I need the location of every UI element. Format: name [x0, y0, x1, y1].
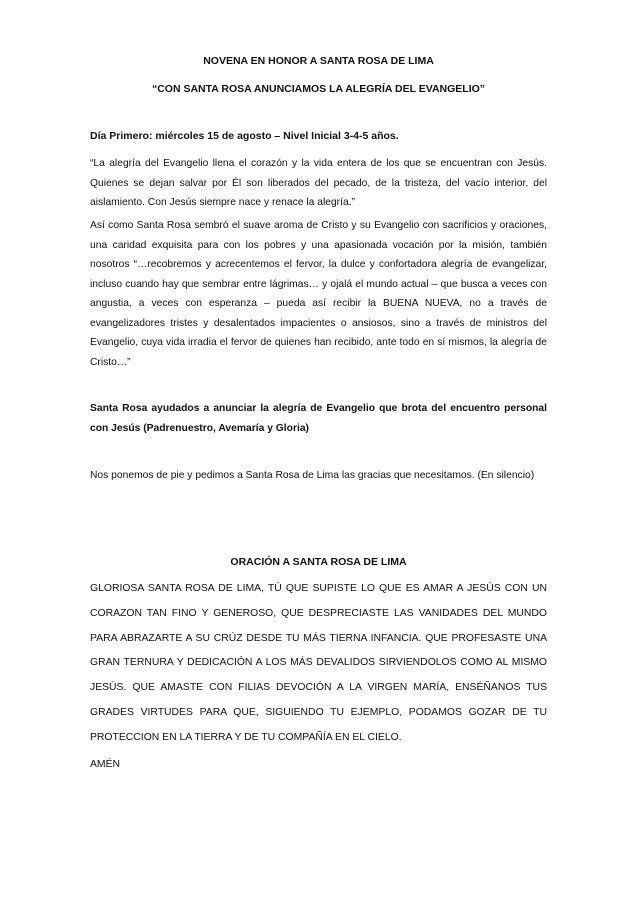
amen: AMÉN: [90, 759, 121, 770]
prayer-text: GLORIOSA SANTA ROSA DE LIMA, TÚ QUE SUPISTE LO QUE ES AMAR A JESÚS CON UN CORAZON TAN FINO Y GENEROSO, QUE DESPRECIASTE LAS VANIDADES DEL MUNDO PARA ABRAZARTE A SU CRÚZ DESDE TU MÁS TIERNA INFANCIA. QUE PROFESASTE UNA GRAN TERNURA Y DEDICACIÓN A LOS MÁS DEVALIDOS SIRVIENDOLOS COMO AL MISMO JESÚS. QUE AMASTE CON FILIAS DEVOCIÓN A LA VIRGEN MARÍA, ENSÉÑANOS TUS GRADES VIRTUDES PARA QUE, SIGUIENDO TU EJEMPLO, PODAMOS GOZAR DE TU PROTECCION EN LA TIERRA Y DE TU COMPAÑÍA EN EL CIELO.: [90, 583, 547, 743]
instruction: Nos ponemos de pie y pedimos a Santa Rosa de Lima las gracias que necesitamos. (En silencio): [90, 470, 535, 481]
intention: Santa Rosa ayudados a anunciar la alegría de Evangelio que brota del encuentro personal con Jesús (Padrenuestro, Avemaría y Gloria): [90, 403, 547, 434]
main-paragraph: Así como Santa Rosa sembró el suave aroma de Cristo y su Evangelio con sacrificios y oraciones, una caridad exquisita para con los pobres y una apasionada vocación por la misión, también nosotros “…recobremos y acrecentemos el fervor, la dulce y confortadora alegría de evangelizar, incluso cuando hay que sembrar entre lágrimas… y ojalá el mundo actual – que busca a veces con angustia, a veces con esperanza – pueda así recibir la BUENA NUEVA, no a través de evangelizadores tristes y desalentados impacientes o ansiosos, sino a través de ministros del Evangelio, cuya vida irradia el fervor de quienes han recibido, ante todo en sí mismos, la alegría de Cristo…”: [90, 220, 547, 368]
day-heading: Día Primero: miércoles 15 de agosto – Nivel Inicial 3-4-5 años.: [90, 130, 399, 142]
document-title: NOVENA EN HONOR A SANTA ROSA DE LIMA: [203, 55, 434, 67]
gospel-quote: “La alegría del Evangelio llena el corazón y la vida entera de los que se encuentran con Jesús. Quienes se dejan salvar por Él son liberados del pecado, de la tristeza, del vacío interior, del aislamiento. Con Jesús siempre nace y renace la alegría.”: [90, 158, 547, 208]
prayer-title: ORACIÓN A SANTA ROSA DE LIMA: [230, 556, 407, 568]
document-subtitle: “CON SANTA ROSA ANUNCIAMOS LA ALEGRÍA DEL EVANGELIO”: [151, 83, 486, 95]
